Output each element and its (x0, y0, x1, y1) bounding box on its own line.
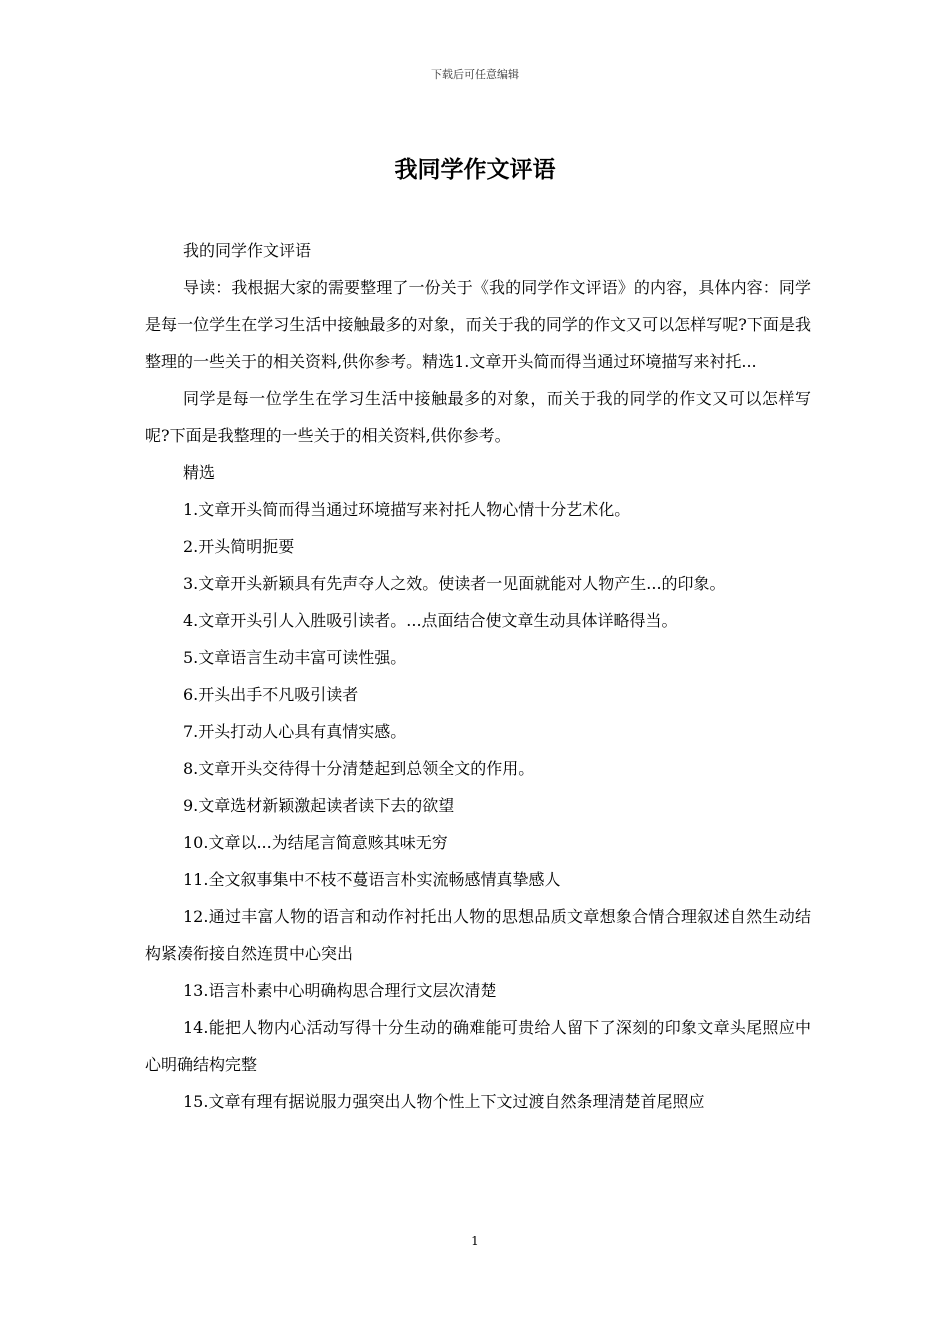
paragraph-summary: 同学是每一位学生在学习生活中接触最多的对象，而关于我的同学的作文又可以怎样写呢?下面是我整理的一些关于的相关资料,供你参考。 (145, 389, 811, 445)
list-item: 5.文章语言生动丰富可读性强。 (183, 648, 407, 667)
page-number: 1 (471, 1234, 479, 1248)
list-item: 8.文章开头交待得十分清楚起到总领全文的作用。 (183, 759, 535, 778)
list-item: 14.能把人物内心活动写得十分生动的确难能可贵给人留下了深刻的印象文章头尾照应中心明确结构完整 (145, 1018, 811, 1074)
list-item: 15.文章有理有据说服力强突出人物个性上下文过渡自然条理清楚首尾照应 (183, 1092, 705, 1111)
paragraph-intro: 导读：我根据大家的需要整理了一份关于《我的同学作文评语》的内容，具体内容：同学是每一位学生在学习生活中接触最多的对象，而关于我的同学的作文又可以怎样写呢?下面是我整理的一些关于的相关资料,供你参考。精选1.文章开头简而得当通过环境描写来衬托... (145, 278, 811, 371)
list-item: 11.全文叙事集中不枝不蔓语言朴实流畅感情真挚感人 (183, 870, 561, 889)
paragraph-section-label: 精选 (183, 463, 216, 482)
list-item: 9.文章选材新颖激起读者读下去的欲望 (183, 796, 455, 815)
list-item: 10.文章以...为结尾言简意赅其味无穷 (183, 833, 448, 852)
document-body (145, 232, 811, 1120)
paragraph-subtitle: 我的同学作文评语 (183, 241, 312, 260)
list-item: 3.文章开头新颖具有先声夺人之效。使读者一见面就能对人物产生...的印象。 (183, 574, 726, 593)
list-item: 1.文章开头简而得当通过环境描写来衬托人物心情十分艺术化。 (183, 500, 631, 519)
list-item: 6.开头出手不凡吸引读者 (183, 685, 359, 704)
list-item: 13.语言朴素中心明确构思合理行文层次清楚 (183, 981, 497, 1000)
list-item: 12.通过丰富人物的语言和动作衬托出人物的思想品质文章想象合情合理叙述自然生动结构紧凑衔接自然连贯中心突出 (145, 907, 811, 963)
list-item: 7.开头打动人心具有真情实感。 (183, 722, 407, 741)
list-item: 4.文章开头引人入胜吸引读者。...点面结合使文章生动具体详略得当。 (183, 611, 678, 630)
list-item: 2.开头简明扼要 (183, 537, 295, 556)
document-title: 我同学作文评语 (394, 156, 556, 183)
page-header: 下载后可任意编辑 (431, 68, 519, 81)
